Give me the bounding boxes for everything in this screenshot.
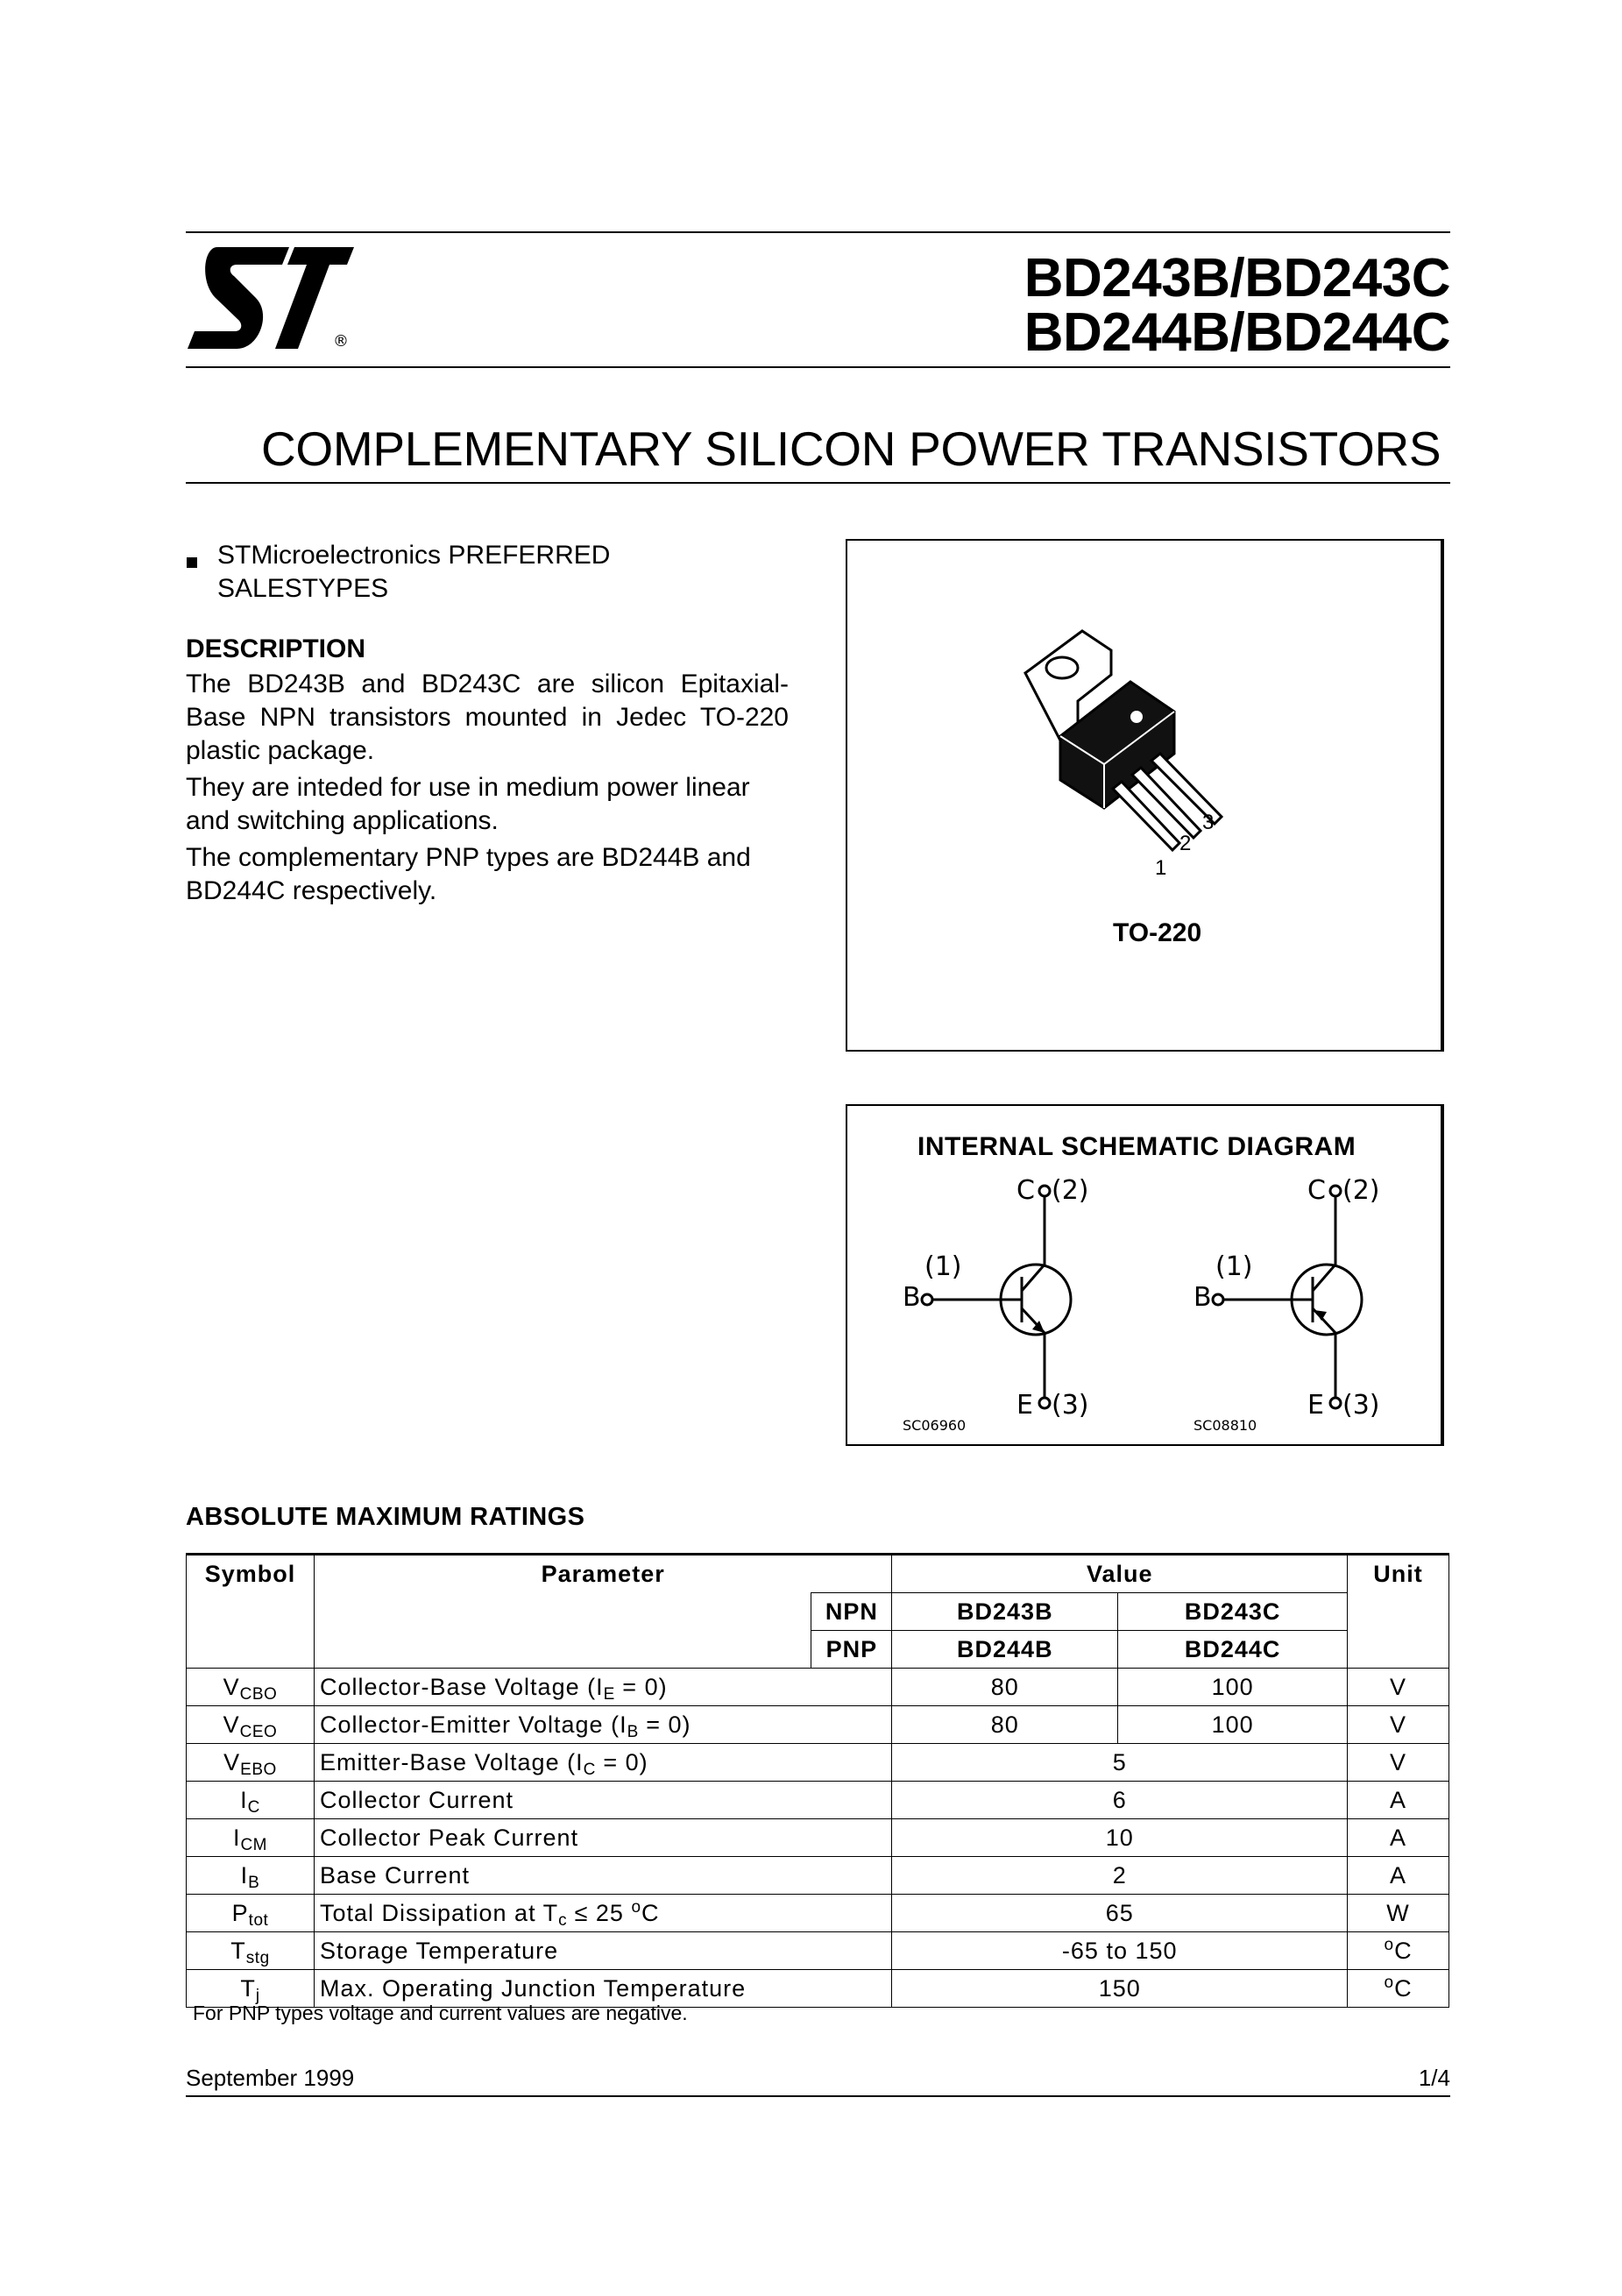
table-npn-row [187, 1593, 1449, 1631]
ratings-table [186, 1553, 1449, 2008]
description-paragraph-2: They are inteded for use in medium power linear and switching applications. [186, 773, 750, 835]
table-row [187, 1669, 1449, 1706]
value-cell: 80 [892, 1706, 1118, 1744]
table-header-row [187, 1555, 1449, 1593]
unit-cell: A [1348, 1819, 1449, 1857]
value-cell: 2 [892, 1857, 1348, 1895]
pnp-diagram-code: SC08810 [1193, 1417, 1257, 1433]
npn-collector-pin: (2) [1052, 1175, 1089, 1206]
to220-package-drawing [1008, 613, 1288, 894]
table-row [187, 1895, 1449, 1932]
table-row [187, 1932, 1449, 1970]
footer-page-number: 1/4 [1418, 2065, 1450, 2091]
package-label: TO-220 [1113, 918, 1202, 947]
npn-diagram-code: SC06960 [903, 1417, 967, 1433]
table-footnote: For PNP types voltage and current values are negative. [193, 2002, 688, 2024]
pnp-part-c: BD244C [1118, 1631, 1348, 1669]
part-number-line-1: BD243B/BD243C [1023, 248, 1450, 308]
value-cell: 100 [1118, 1669, 1348, 1706]
header-bottom-rule [186, 366, 1450, 368]
feature-bullet-text: STMicroelectronics PREFERRED SALESTYPES [217, 541, 611, 603]
npn-collector-label: C [1016, 1175, 1035, 1206]
symbol-cell: $T_j$ [187, 1970, 315, 2008]
part-number-line-2: BD244B/BD244C [1023, 302, 1450, 363]
pnp-part-b: BD244B [892, 1631, 1118, 1669]
pnp-emitter-label: E [1307, 1390, 1324, 1421]
table-row [187, 1744, 1449, 1782]
symbol-cell: $T_{stg}$ [187, 1932, 315, 1970]
header-value: Value [892, 1555, 1348, 1593]
symbol-cell: $I_C$ [187, 1782, 315, 1819]
pin-label-2: 2 [1179, 832, 1192, 855]
ratings-heading: ABSOLUTE MAXIMUM RATINGS [186, 1503, 585, 1531]
pnp-schematic-symbol [1176, 1170, 1439, 1433]
npn-schematic-symbol [885, 1170, 1148, 1433]
symbol-cell: $V_{CBO}$ [187, 1669, 315, 1706]
pin-label-1: 1 [1155, 856, 1167, 880]
registered-mark: ® [333, 332, 349, 351]
value-cell: 10 [892, 1819, 1348, 1857]
header-unit: Unit [1348, 1555, 1449, 1593]
parameter-cell: Max. Operating Junction Temperature [314, 1970, 891, 2008]
pnp-collector-label: C [1307, 1175, 1326, 1206]
parameter-cell: Collector-Emitter Voltage $(I_B = 0)$ [314, 1706, 891, 1744]
value-cell: 5 [892, 1744, 1348, 1782]
title-rule [186, 482, 1450, 484]
table-pnp-row [187, 1631, 1449, 1669]
footer-date: September 1999 [186, 2065, 355, 2091]
table-row [187, 1819, 1449, 1857]
description-heading: DESCRIPTION [186, 634, 366, 663]
header-parameter: Parameter [314, 1555, 891, 1593]
table-row [187, 1782, 1449, 1819]
symbol-cell: $V_{EBO}$ [187, 1744, 315, 1782]
unit-cell: A [1348, 1782, 1449, 1819]
pnp-base-label: B [1193, 1282, 1212, 1313]
bullet-square [187, 557, 197, 568]
symbol-cell: $I_{CM}$ [187, 1819, 315, 1857]
unit-cell: $^o$C [1348, 1970, 1449, 2008]
description-paragraph-1: The BD243B and BD243C are silicon Epitaxial-Base NPN transistors mounted in Jedec TO-220 plastic package. [186, 670, 789, 765]
footer-rule [186, 2095, 1450, 2097]
pnp-label: PNP [811, 1631, 892, 1669]
document-title: COMPLEMENTARY SILICON POWER TRANSISTORS [261, 422, 1441, 476]
parameter-cell: Collector Peak Current [314, 1819, 891, 1857]
npn-part-c: BD243C [1118, 1593, 1348, 1631]
unit-cell: V [1348, 1744, 1449, 1782]
value-cell: 100 [1118, 1706, 1348, 1744]
description-paragraph-3: The complementary PNP types are BD244B and BD244C respectively. [186, 843, 751, 905]
npn-emitter-pin: (3) [1052, 1390, 1089, 1421]
parameter-cell: Collector-Base Voltage $(I_E = 0)$ [314, 1669, 891, 1706]
st-logo [184, 245, 355, 355]
pnp-emitter-pin: (3) [1342, 1390, 1380, 1421]
pnp-collector-pin: (2) [1342, 1175, 1380, 1206]
pnp-base-pin: (1) [1215, 1251, 1253, 1282]
value-cell: -65 to 150 [892, 1932, 1348, 1970]
npn-label: NPN [811, 1593, 892, 1631]
parameter-cell: Total Dissipation at $T_c \le 25$ $^o$C [314, 1895, 891, 1932]
unit-cell: V [1348, 1706, 1449, 1744]
parameter-cell: Storage Temperature [314, 1932, 891, 1970]
parameter-cell: Emitter-Base Voltage $(I_C = 0)$ [314, 1744, 891, 1782]
table-row [187, 1857, 1449, 1895]
value-cell: 65 [892, 1895, 1348, 1932]
parameter-cell: Base Current [314, 1857, 891, 1895]
npn-part-b: BD243B [892, 1593, 1118, 1631]
unit-cell: V [1348, 1669, 1449, 1706]
unit-cell: $^o$C [1348, 1932, 1449, 1970]
unit-cell: W [1348, 1895, 1449, 1932]
npn-emitter-label: E [1016, 1390, 1033, 1421]
value-cell: 6 [892, 1782, 1348, 1819]
npn-base-label: B [903, 1282, 921, 1313]
value-cell: 150 [892, 1970, 1348, 2008]
schematic-heading: INTERNAL SCHEMATIC DIAGRAM [917, 1132, 1356, 1161]
symbol-cell: $I_B$ [187, 1857, 315, 1895]
npn-base-pin: (1) [924, 1251, 962, 1282]
table-row [187, 1706, 1449, 1744]
parameter-cell: Collector Current [314, 1782, 891, 1819]
header-top-rule [186, 231, 1450, 233]
header-symbol: Symbol [187, 1555, 315, 1593]
value-cell: 80 [892, 1669, 1118, 1706]
symbol-cell: $V_{CEO}$ [187, 1706, 315, 1744]
unit-cell: A [1348, 1857, 1449, 1895]
symbol-cell: $P_{tot}$ [187, 1895, 315, 1932]
pin-label-3: 3 [1202, 811, 1215, 834]
